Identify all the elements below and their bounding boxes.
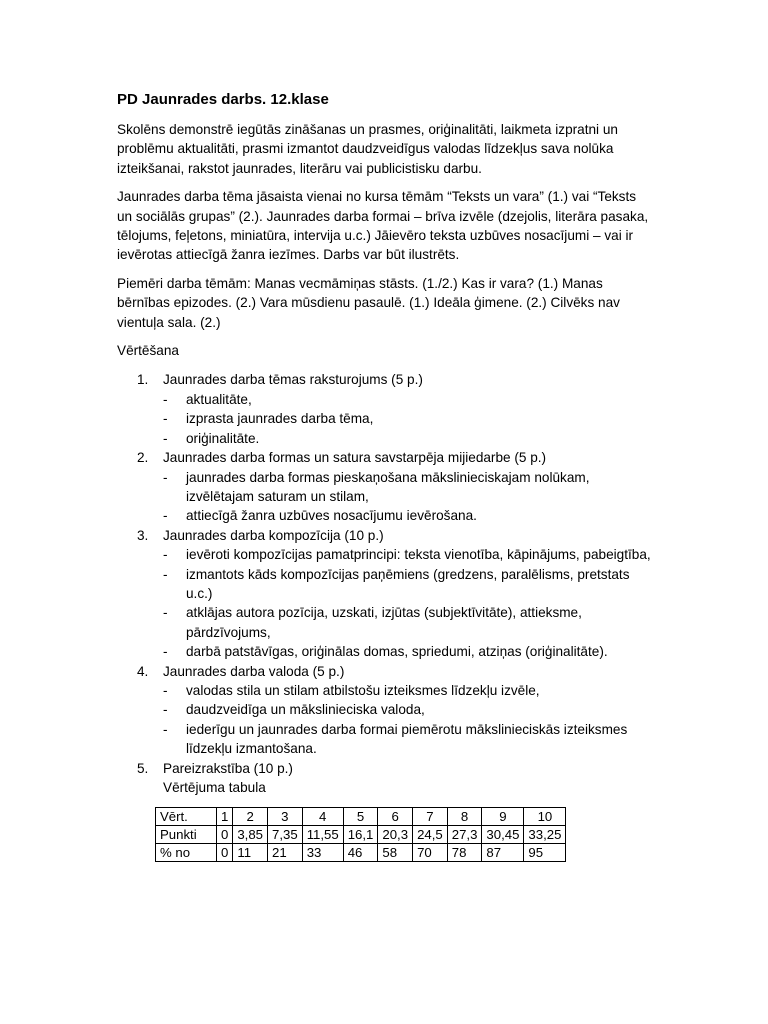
table-cell: 0 bbox=[217, 844, 233, 862]
document-body bbox=[117, 90, 653, 862]
criteria-list bbox=[117, 370, 653, 797]
list-item bbox=[163, 603, 653, 642]
topic-paragraph: Jaunrades darba tēma jāsaista vienai no kursa tēmām “Teksts un vara” (1.) vai “Teksts un sociālās grupas” (2.). Jaunrades darba formai – brīva izvēle (dzejolis, literāra pasaka, tēlojums, feļetons, miniatūra, intervija u.c.) Jāievēro teksta uzbūves nosacījumi – vai ir ievērotas attiecīgā žanra iezīmes. Darbs var būt ilustrēts. bbox=[117, 189, 649, 263]
criteria-item bbox=[117, 526, 653, 662]
dash-bullet: - bbox=[163, 566, 168, 582]
criteria-number: 4. bbox=[137, 663, 149, 679]
table-cell: 2 bbox=[233, 808, 268, 826]
list-item-text: attiecīgā žanra uzbūves nosacījumu ievērošana. bbox=[186, 508, 477, 524]
table-cell: 7 bbox=[413, 808, 448, 826]
table-cell: 33,25 bbox=[524, 826, 566, 844]
table-cell: 33 bbox=[302, 844, 343, 862]
criteria-item bbox=[117, 759, 653, 798]
table-row bbox=[156, 808, 566, 826]
list-item-text: ievēroti kompozīcijas pamatprincipi: teksta vienotība, kāpinājums, pabeigtība, bbox=[186, 547, 651, 563]
criteria-number: 3. bbox=[137, 527, 149, 543]
list-item bbox=[163, 545, 653, 564]
table-row-label: Vērt. bbox=[156, 808, 217, 826]
list-item-text: jaunrades darba formas pieskaņošana mākslinieciskajam nolūkam, izvēlētajam saturam un stilam, bbox=[186, 469, 590, 504]
intro-paragraph: Skolēns demonstrē iegūtās zināšanas un prasmes, oriģinalitāti, laikmeta izpratni un problēmu aktualitāti, prasmi izmantot daudzveidīgus valodas līdzekļus sava nolūka izteikšanai, rakstot jaunrades, literāru vai publicistisku darbu. bbox=[117, 122, 618, 176]
criteria-number: 5. bbox=[137, 760, 149, 776]
table-cell: 95 bbox=[524, 844, 566, 862]
dash-bullet: - bbox=[163, 682, 168, 698]
table-cell: 70 bbox=[413, 844, 448, 862]
table-cell: 24,5 bbox=[413, 826, 448, 844]
table-cell: 30,45 bbox=[482, 826, 524, 844]
criteria-label: Jaunrades darba tēmas raksturojums (5 p.) bbox=[163, 372, 423, 388]
list-item bbox=[163, 720, 653, 759]
table-cell: 5 bbox=[343, 808, 378, 826]
table-cell: 3 bbox=[268, 808, 303, 826]
table-cell: 87 bbox=[482, 844, 524, 862]
list-item-text: izprasta jaunrades darba tēma, bbox=[186, 411, 374, 427]
table-cell: 58 bbox=[378, 844, 413, 862]
criteria-label: Pareizrakstība (10 p.) bbox=[163, 760, 293, 776]
list-item-text: izmantots kāds kompozīcijas paņēmiens (gredzens, paralēlisms, pretstats u.c.) bbox=[186, 566, 630, 601]
table-row bbox=[156, 844, 566, 862]
examples-paragraph: Piemēri darba tēmām: Manas vecmāmiņas stāsts. (1./2.) Kas ir vara? (1.) Manas bērnības epizodes. (2.) Vara mūsdienu pasaulē. (1.) Ideāla ģimene. (2.) Cilvēks nav vientuļa sala. (2.) bbox=[117, 275, 620, 330]
list-item-text: aktualitāte, bbox=[186, 391, 252, 407]
table-cell: 20,3 bbox=[378, 826, 413, 844]
criteria-item bbox=[117, 662, 653, 759]
list-item bbox=[163, 409, 653, 428]
list-item-text: atklājas autora pozīcija, uzskati, izjūtas (subjektīvitāte), attieksme, pārdzīvojums, bbox=[186, 605, 582, 640]
dash-bullet: - bbox=[163, 605, 168, 621]
list-item-text: valodas stila un stilam atbilstošu izteiksmes līdzekļu izvēle, bbox=[186, 682, 540, 698]
table-cell: 8 bbox=[447, 808, 482, 826]
list-item-text: darbā patstāvīgas, oriģinālas domas, spriedumi, atziņas (oriģinalitāte). bbox=[186, 644, 608, 660]
list-item bbox=[163, 700, 653, 719]
table-cell: 16,1 bbox=[343, 826, 378, 844]
table-cell: 0 bbox=[217, 826, 233, 844]
document-title: PD Jaunrades darbs. 12.klase bbox=[117, 91, 329, 108]
table-caption: Vērtējuma tabula bbox=[163, 780, 266, 795]
table-cell: 11 bbox=[233, 844, 268, 862]
dash-bullet: - bbox=[163, 702, 168, 718]
list-item bbox=[163, 565, 653, 604]
criteria-label: Jaunrades darba kompozīcija (10 p.) bbox=[163, 527, 384, 543]
grade-table bbox=[155, 807, 566, 862]
dash-bullet: - bbox=[163, 469, 168, 485]
list-item bbox=[163, 429, 653, 448]
criteria-number: 1. bbox=[137, 372, 149, 388]
list-item-text: oriģinalitāte. bbox=[186, 430, 260, 446]
table-cell: 4 bbox=[302, 808, 343, 826]
dash-bullet: - bbox=[163, 430, 168, 446]
table-row-label: Punkti bbox=[156, 826, 217, 844]
table-cell: 7,35 bbox=[268, 826, 303, 844]
table-cell: 6 bbox=[378, 808, 413, 826]
table-cell: 11,55 bbox=[302, 826, 343, 844]
table-cell: 9 bbox=[482, 808, 524, 826]
table-row-label: % no bbox=[156, 844, 217, 862]
dash-bullet: - bbox=[163, 508, 168, 524]
table-cell: 10 bbox=[524, 808, 566, 826]
list-item-text: daudzveidīga un mākslinieciska valoda, bbox=[186, 702, 425, 718]
dash-bullet: - bbox=[163, 391, 168, 407]
criteria-sublist bbox=[163, 468, 653, 526]
dash-bullet: - bbox=[163, 547, 168, 563]
criteria-item bbox=[117, 370, 653, 448]
dash-bullet: - bbox=[163, 721, 168, 737]
criteria-label: Jaunrades darba valoda (5 p.) bbox=[163, 663, 345, 679]
criteria-sublist bbox=[163, 390, 653, 448]
table-cell: 46 bbox=[343, 844, 378, 862]
dash-bullet: - bbox=[163, 411, 168, 427]
list-item bbox=[163, 681, 653, 700]
table-row bbox=[156, 826, 566, 844]
criteria-number: 2. bbox=[137, 450, 149, 466]
list-item bbox=[163, 468, 653, 507]
list-item bbox=[163, 390, 653, 409]
dash-bullet: - bbox=[163, 644, 168, 660]
section-heading: Vērtēšana bbox=[117, 343, 179, 359]
table-cell: 21 bbox=[268, 844, 303, 862]
table-cell: 27,3 bbox=[447, 826, 482, 844]
criteria-item bbox=[117, 448, 653, 526]
table-cell: 1 bbox=[217, 808, 233, 826]
table-cell: 78 bbox=[447, 844, 482, 862]
list-item-text: iederīgu un jaunrades darba formai piemērotu mākslinieciskās izteiksmes līdzekļu izmantošana. bbox=[186, 721, 628, 757]
list-item bbox=[163, 642, 653, 661]
criteria-label: Jaunrades darba formas un satura savstarpēja mijiedarbe (5 p.) bbox=[163, 450, 547, 466]
criteria-sublist bbox=[163, 681, 653, 759]
criteria-sublist bbox=[163, 545, 653, 661]
list-item bbox=[163, 506, 653, 525]
table-cell: 3,85 bbox=[233, 826, 268, 844]
